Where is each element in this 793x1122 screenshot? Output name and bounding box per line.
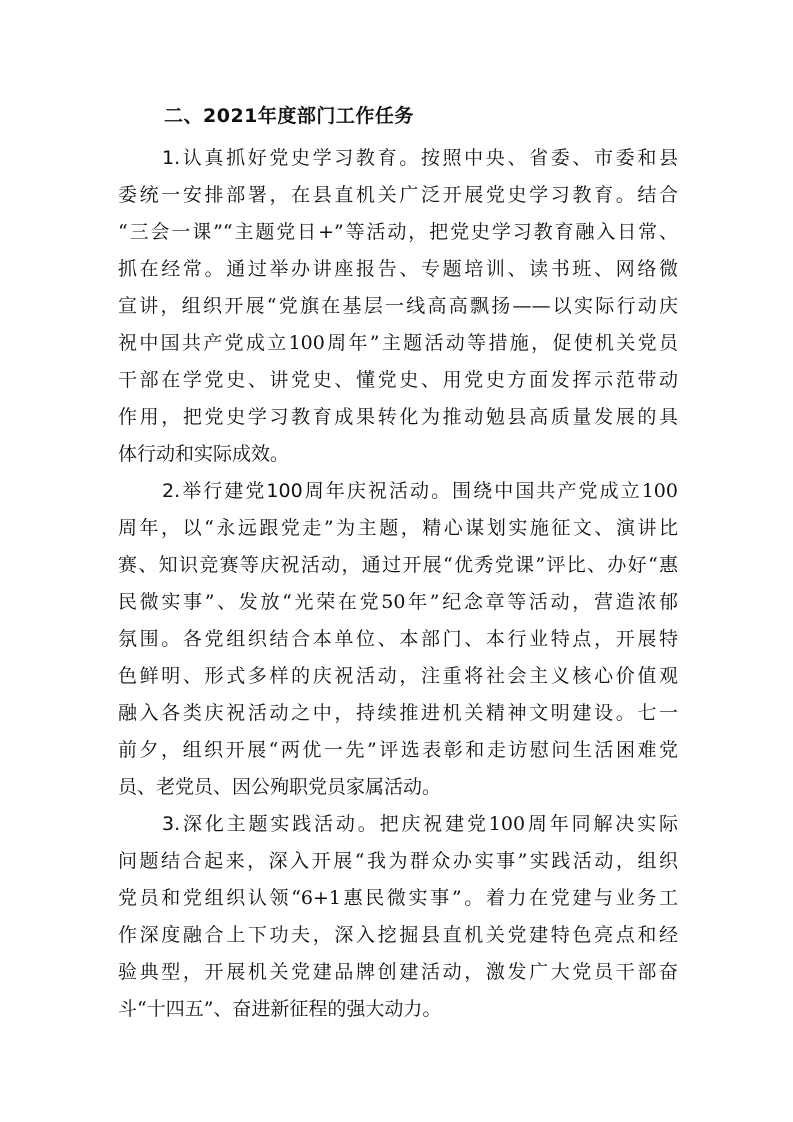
- paragraph-line: 验典型，开展机关党建品牌创建活动，激发广大党员干部奋: [118, 961, 678, 983]
- paragraph-line: 干部在学党史、讲党史、懂党史、用党史方面发挥示范带动: [118, 369, 678, 391]
- paragraph-2: [118, 473, 678, 806]
- paragraph-line: 2.举行建党100周年庆祝活动。围绕中国共产党成立100: [162, 480, 678, 502]
- paragraph-1: [118, 140, 678, 473]
- paragraph-line: 体行动和实际成效。: [118, 443, 290, 465]
- paragraph-line: 民微实事”、发放“光荣在党50年”纪念章等活动，营造浓郁: [118, 591, 678, 613]
- paragraph-line: 党员和党组织认领“6+1惠民微实事”。着力在党建与业务工: [118, 887, 678, 909]
- paragraph-line: 1.认真抓好党史学习教育。按照中央、省委、市委和县: [162, 147, 678, 169]
- section-heading: 二、2021年度部门工作任务: [164, 105, 414, 127]
- paragraph-line: 融入各类庆祝活动之中，持续推进机关精神文明建设。七一: [118, 702, 678, 724]
- paragraph-lead: 3.深化主题实践活动。: [162, 813, 380, 835]
- paragraph-line: 宣讲，组织开展“党旗在基层一线高高飘扬——以实际行动庆: [118, 295, 678, 317]
- paragraph-line: 委统一安排部署，在县直机关广泛开展党史学习教育。结合: [118, 184, 678, 206]
- paragraph-line: 祝中国共产党成立100周年”主题活动等措施，促使机关党员: [118, 332, 678, 354]
- paragraph-lead: 2.举行建党100周年庆祝活动。: [162, 480, 453, 502]
- paragraph-line: “三会一课”“主题党日+”等活动，把党史学习教育融入日常、: [118, 221, 678, 243]
- paragraph-line: 问题结合起来，深入开展“我为群众办实事”实践活动，组织: [118, 850, 678, 872]
- paragraph-line: 斗“十四五”、奋进新征程的强大动力。: [118, 998, 442, 1020]
- paragraph-line: 3.深化主题实践活动。把庆祝建党100周年同解决实际: [162, 813, 678, 835]
- paragraph-line: 色鲜明、形式多样的庆祝活动，注重将社会主义核心价值观: [118, 665, 678, 687]
- paragraph-line: 作用，把党史学习教育成果转化为推动勉县高质量发展的具: [118, 406, 678, 428]
- document-body: [118, 140, 678, 1028]
- paragraph-line: 周年，以“永远跟党走”为主题，精心谋划实施征文、演讲比: [118, 517, 678, 539]
- paragraph-3: [118, 806, 678, 1028]
- paragraph-line: 前夕，组织开展“两优一先”评选表彰和走访慰问生活困难党: [118, 739, 678, 761]
- paragraph-line: 抓在经常。通过举办讲座报告、专题培训、读书班、网络微: [118, 258, 678, 280]
- paragraph-lead: 1.认真抓好党史学习教育。: [162, 147, 421, 169]
- paragraph-line: 员、老党员、因公殉职党员家属活动。: [118, 776, 442, 798]
- paragraph-line: 作深度融合上下功夫，深入挖掘县直机关党建特色亮点和经: [118, 924, 678, 946]
- paragraph-line: 赛、知识竞赛等庆祝活动，通过开展“优秀党课”评比、办好“惠: [118, 554, 678, 576]
- paragraph-line: 氛围。各党组织结合本单位、本部门、本行业特点，开展特: [118, 628, 678, 650]
